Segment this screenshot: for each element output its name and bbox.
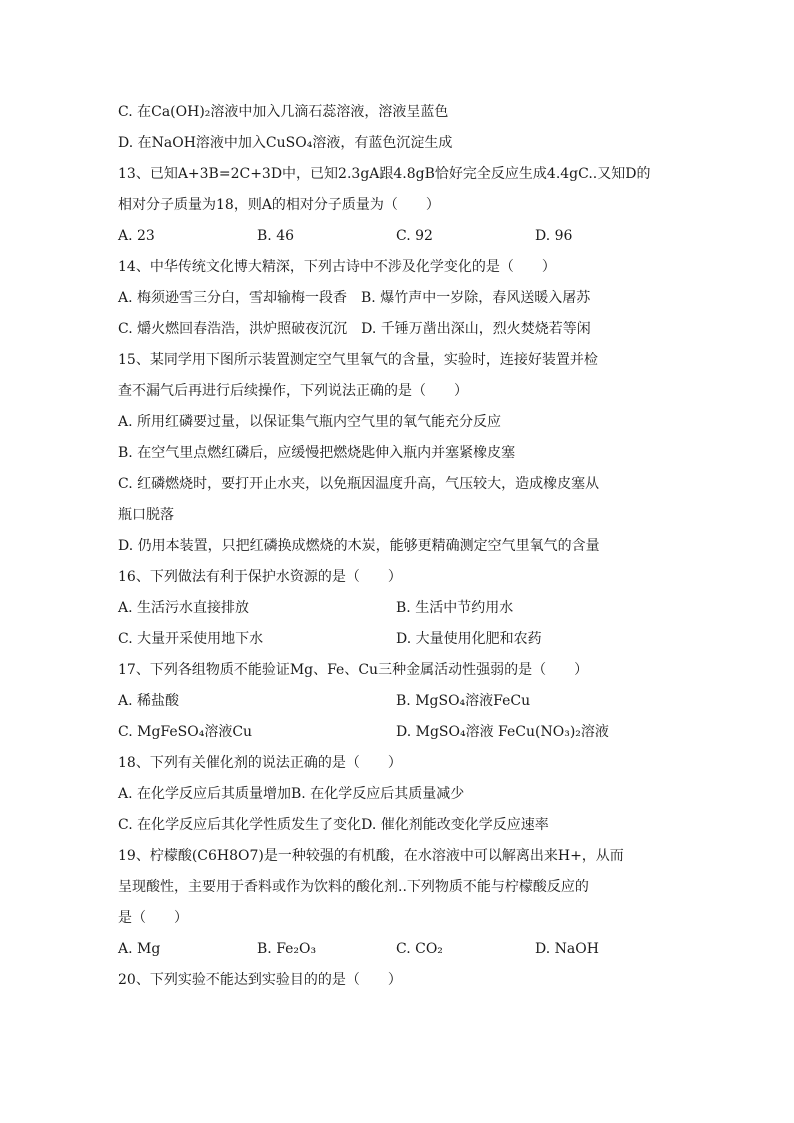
q15-stem-line1: 15、某同学用下图所示装置测定空气里氧气的含量，实验时，连接好装置并检	[118, 352, 598, 368]
q19-option-a: A. Mg	[118, 941, 161, 957]
q15-option-d: D. 仍用本装置，只把红磷换成燃烧的木炭，能够更精确测定空气里氧气的含量	[118, 538, 600, 554]
q15-option-c-line1: C. 红磷燃烧时，要打开止水夹，以免瓶因温度升高，气压较大，造成橡皮塞从	[118, 476, 600, 492]
q13-option-d: D. 96	[535, 228, 573, 244]
q20-stem: 20、下列实验不能达到实验目的的是（ ）	[118, 972, 402, 988]
q13-stem-line2: 相对分子质量为18，则A的相对分子质量为（ ）	[118, 197, 440, 213]
q16-option-b: B. 生活中节约用水	[396, 600, 514, 616]
q17-stem: 17、下列各组物质不能验证Mg、Fe、Cu三种金属活动性强弱的是（ ）	[118, 662, 589, 678]
q15-option-b: B. 在空气里点燃红磷后，应缓慢把燃烧匙伸入瓶内并塞紧橡皮塞	[118, 445, 516, 461]
q19-stem-line3: 是（ ）	[118, 910, 188, 926]
q19-option-c: C. CO₂	[396, 941, 443, 957]
q16-option-a: A. 生活污水直接排放	[118, 600, 250, 616]
q14-options-ab: A. 梅须逊雪三分白，雪却输梅一段香 B. 爆竹声中一岁除，春风送暖入屠苏	[118, 290, 591, 306]
q17-option-d: D. MgSO₄溶液 FeCu(NO₃)₂溶液	[396, 724, 609, 740]
q15-stem-line2: 查不漏气后再进行后续操作，下列说法正确的是（ ）	[118, 383, 468, 399]
q19-stem-line2: 呈现酸性，主要用于香料或作为饮料的酸化剂..下列物质不能与柠檬酸反应的	[118, 879, 589, 895]
q18-options-ab: A. 在化学反应后其质量增加B. 在化学反应后其质量减少	[118, 786, 465, 802]
q19-option-b: B. Fe₂O₃	[257, 941, 317, 957]
q17-option-c: C. MgFeSO₄溶液Cu	[118, 724, 253, 740]
q16-stem: 16、下列做法有利于保护水资源的是（ ）	[118, 569, 402, 585]
q18-options-cd: C. 在化学反应后其化学性质发生了变化D. 催化剂能改变化学反应速率	[118, 817, 549, 833]
q13-option-b: B. 46	[257, 228, 295, 244]
q19-stem-line1: 19、柠檬酸(C6H8O7)是一种较强的有机酸，在水溶液中可以解离出来H+，从而	[118, 848, 624, 864]
q16-option-d: D. 大量使用化肥和农药	[396, 631, 542, 647]
q13-option-c: C. 92	[396, 228, 433, 244]
q14-stem: 14、中华传统文化博大精深，下列古诗中不涉及化学变化的是（ ）	[118, 259, 556, 275]
q13-option-a: A. 23	[118, 228, 155, 244]
q18-stem: 18、下列有关催化剂的说法正确的是（ ）	[118, 755, 402, 771]
q15-option-c-line2: 瓶口脱落	[118, 507, 174, 523]
q13-stem-line1: 13、已知A+3B=2C+3D中，已知2.3gA跟4.8gB恰好完全反应生成4.4gC..又知D的	[118, 166, 651, 182]
q12-option-c: C. 在Ca(OH)₂溶液中加入几滴石蕊溶液，溶液呈蓝色	[118, 104, 449, 120]
q14-options-cd: C. 爝火燃回春浩浩，洪炉照破夜沉沉 D. 千锤万凿出深山，烈火焚烧若等闲	[118, 321, 591, 337]
q16-option-c: C. 大量开采使用地下水	[118, 631, 264, 647]
q15-option-a: A. 所用红磷要过量，以保证集气瓶内空气里的氧气能充分反应	[118, 414, 502, 430]
q17-option-a: A. 稀盐酸	[118, 693, 180, 709]
q19-option-d: D. NaOH	[535, 941, 599, 957]
q17-option-b: B. MgSO₄溶液FeCu	[396, 693, 531, 709]
q12-option-d: D. 在NaOH溶液中加入CuSO₄溶液，有蓝色沉淀生成	[118, 135, 453, 151]
